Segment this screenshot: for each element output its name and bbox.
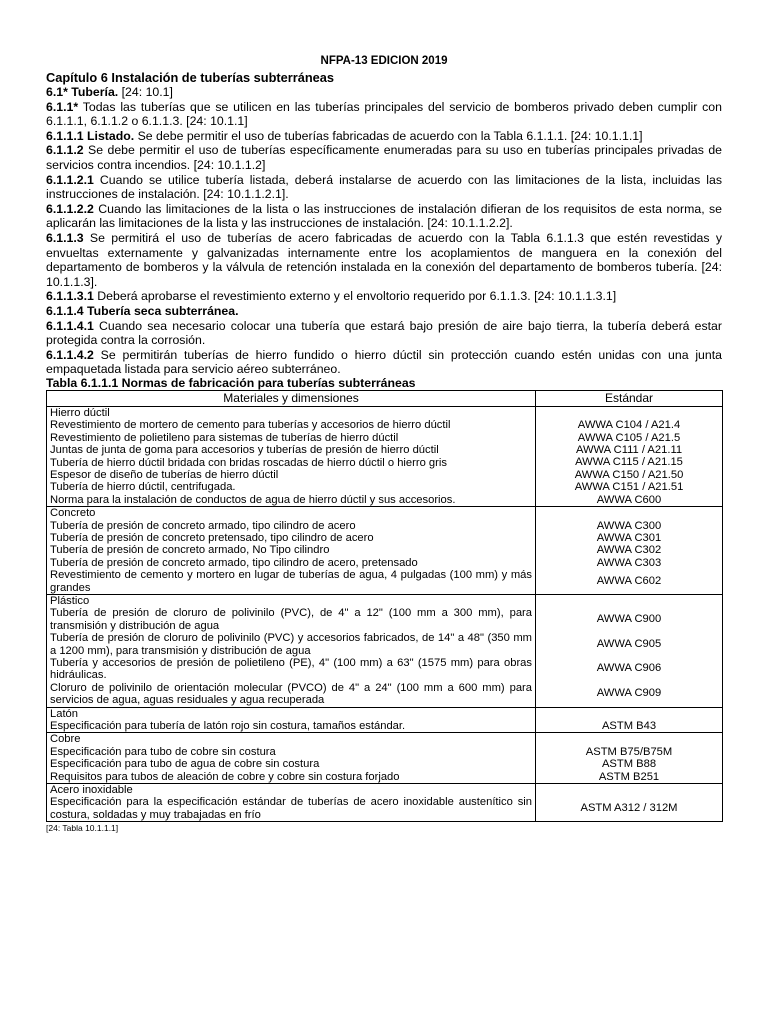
standard-cell (536, 406, 723, 506)
standard-code: AWWA C301 (596, 531, 662, 544)
paragraph-number: 6.1.1.1 Listado. (46, 128, 135, 143)
material-item: Tubería de presión de concreto armado, No Tipo cilindro (50, 544, 330, 557)
paragraph-6-1-1-1 (46, 129, 722, 144)
standard-code: ASTM B88 (601, 758, 657, 771)
paragraph-6-1-1-2-1 (46, 173, 722, 202)
material-group-name: Concreto (50, 507, 96, 520)
paragraph-6-1-1-3 (46, 231, 722, 289)
paragraph-number: 6.1.1.4.1 (46, 318, 94, 333)
paragraph-text: [24: 10.1] (118, 85, 173, 99)
material-item: Especificación para tubo de cobre sin costura (50, 745, 276, 758)
materials-cell (47, 594, 536, 707)
table-header-row (47, 390, 723, 406)
material-item: Tubería de presión de cloruro de polivinilo (PVC) y accesorios fabricados, de 14" a 48" (350 mm a 1200 mm), para transmisión y distribución de agua (50, 632, 532, 657)
material-item: Norma para la instalación de conductos de agua de hierro dúctil y sus accesorios. (50, 493, 456, 506)
table-row (47, 406, 723, 506)
standard-code: AWWA C600 (596, 493, 662, 506)
material-item: Tubería de presión de concreto armado, tipo cilindro de acero (50, 519, 356, 532)
paragraph-text: Cuando las limitaciones de la lista o las instrucciones de instalación difieran de los requisitos de esta norma, se aplicarán las limitaciones de la lista y las instrucciones de instalación. [24: 10.1.1.2.2]. (46, 201, 722, 231)
paragraph-number: 6.1.1.3.1 (46, 289, 94, 304)
standard-code: ASTM A312 / 312M (580, 802, 678, 815)
standard-code: AWWA C900 (596, 613, 662, 626)
standard-code: AWWA C300 (596, 519, 662, 532)
material-item: Espesor de diseño de tuberías de hierro dúctil (50, 468, 279, 481)
standard-code: ASTM B251 (598, 770, 660, 783)
paragraph-6-1-1-3-1 (46, 289, 722, 304)
materials-cell (47, 507, 536, 595)
chapter-title: Capítulo 6 Instalación de tuberías subterráneas (46, 70, 335, 85)
paragraph-number: 6.1.1.3 (46, 230, 84, 245)
paragraph-text: Se debe permitir el uso de tuberías específicamente enumeradas para su uso en tuberías principales privadas de servicios contra incendios. [24: 10.1.1.2] (46, 143, 722, 172)
material-item: Tubería de hierro dúctil, centrifugada. (50, 481, 236, 494)
standard-cell (536, 784, 723, 822)
paragraph-text: Se debe permitir el uso de tuberías fabricadas de acuerdo con la Tabla 6.1.1.1. [24: 10.1.1.1] (134, 128, 643, 143)
table-footnote: [24: Tabla 10.1.1.1] (46, 823, 119, 834)
table-row (47, 594, 723, 707)
standard-code: AWWA C602 (596, 575, 662, 588)
standard-code: AWWA C150 / A21.50 (574, 468, 684, 481)
paragraph-number: 6.1.1.2 (46, 143, 84, 158)
standard-code: AWWA C302 (596, 544, 662, 557)
paragraph-6-1-1 (46, 100, 722, 129)
material-group-name: Plástico (50, 594, 90, 607)
material-item: Revestimiento de mortero de cemento para tuberías y accesorios de hierro dúctil (50, 419, 451, 432)
standard-code: ASTM B75/B75M (585, 745, 673, 758)
standard-code: AWWA C105 / A21.5 (577, 431, 681, 444)
material-item: Tubería de presión de concreto pretensado, tipo cilindro de acero (50, 531, 374, 544)
paragraph-text: Cuando sea necesario colocar una tubería que estará bajo presión de aire bajo tierra, la tubería deberá estar protegida contra la corrosión. (46, 318, 722, 348)
standard-cell (536, 707, 723, 733)
document-page (46, 52, 722, 833)
materials-cell (47, 707, 536, 733)
standards-table (46, 390, 723, 822)
paragraph-6-1-1-4-2 (46, 348, 722, 377)
standard-code: AWWA C115 / A21.15 (575, 456, 683, 469)
section-dry-pipe-title: 6.1.1.4 Tubería seca subterránea. (46, 303, 239, 318)
standard-cell (536, 594, 723, 707)
table-row (47, 507, 723, 595)
table-row (47, 784, 723, 822)
paragraph-6-1-1-4-1 (46, 319, 722, 348)
material-group-name: Acero inoxidable (50, 784, 133, 797)
paragraph-number: 6.1.1.2.1 (46, 172, 94, 187)
material-group-name: Latón (50, 707, 78, 720)
standard-cell (536, 507, 723, 595)
material-item: Especificación para tubo de agua de cobre sin costura (50, 758, 320, 771)
paragraph-text: Se permitirá el uso de tuberías de acero fabricadas de acuerdo con la Tabla 6.1.1.3 que estén revestidas y envueltas externamente y galvanizadas internamente entre los acoplamientos de manguera en la conexión del departamento de bomberos y la válvula de retención instalada en la conexión del departamento de bomberos tubería. [24: 10.1.1.3]. (46, 230, 722, 289)
material-item: Especificación para la especificación estándar de tuberías de acero inoxidable austenítico sin costura, soldadas y muy trabajadas en frío (50, 796, 532, 821)
paragraph-number: 6.1.1.2.2 (46, 201, 94, 216)
table-row (47, 733, 723, 784)
table-row (47, 707, 723, 733)
material-item: Tubería y accesorios de presión de polietileno (PE), 4" (100 mm) a 63" (1575 mm) para obras hidráulicas. (50, 657, 532, 682)
paragraph-number: 6.1.1* (46, 99, 79, 114)
material-item: Revestimiento de cemento y mortero en lugar de tuberías de agua, 4 pulgadas (100 mm) y más grandes (50, 569, 532, 594)
document-title: NFPA-13 EDICION 2019 (320, 55, 448, 67)
material-item: Juntas de junta de goma para accesorios y tuberías de presión de hierro dúctil (50, 444, 439, 457)
material-item: Tubería de presión de cloruro de polivinilo (PVC), de 4" a 12" (100 mm a 300 mm), para transmisión y distribución de agua (50, 607, 532, 632)
standard-cell (536, 733, 723, 784)
materials-cell (47, 406, 536, 506)
material-group-name: Hierro dúctil (50, 406, 110, 419)
column-header-materials: Materiales y dimensiones (47, 390, 536, 406)
material-item: Cloruro de polivinilo de orientación molecular (PVCO) de 4" a 24" (100 mm a 600 mm) para servicios de agua, aguas residuales y agua recuperada (50, 681, 532, 707)
standard-code: AWWA C151 / A21.51 (574, 481, 684, 494)
materials-cell (47, 733, 536, 784)
paragraph-6-1-1-2-2 (46, 202, 722, 231)
standard-code: ASTM B43 (601, 720, 657, 733)
material-group-name: Cobre (50, 733, 81, 746)
materials-cell (47, 784, 536, 822)
material-item: Revestimiento de polietileno para sistemas de tuberías de hierro dúctil (50, 431, 399, 444)
paragraph-text: Se permitirán tuberías de hierro fundido o hierro dúctil sin protección cuando estén unidas con una junta empaquetada listada para servicio aéreo subterráneo. (46, 347, 722, 377)
paragraph-text: Todas las tuberías que se utilicen en las tuberías principales del servicio de bomberos privado deben cumplir con 6.1.1.1, 6.1.1.2 o 6.1.1.3. [24: 10.1.1] (46, 99, 722, 129)
paragraph-text: Deberá aprobarse el revestimiento externo y el envoltorio requerido por 6.1.1.3. [24: 10.1.1.3.1] (93, 289, 617, 304)
standard-code: AWWA C905 (596, 637, 662, 650)
material-item: Especificación para tubería de latón rojo sin costura, tamaños estándar. (50, 720, 406, 733)
paragraph-6-1 (46, 85, 722, 100)
standard-code: AWWA C104 / A21.4 (577, 419, 681, 432)
table-body (47, 406, 723, 821)
column-header-standard: Estándar (536, 390, 723, 406)
standard-code: AWWA C303 (596, 556, 662, 569)
standard-code: AWWA C111 / A21.11 (575, 444, 683, 457)
paragraph-text: Cuando se utilice tubería listada, deberá instalarse de acuerdo con las limitaciones de la lista, incluidas las instrucciones de instalación. [24: 10.1.1.2.1]. (46, 172, 722, 202)
material-item: Tubería de hierro dúctil bridada con bridas roscadas de hierro dúctil o hierro gris (50, 456, 447, 469)
material-item: Requisitos para tubos de aleación de cobre y cobre sin costura forjado (50, 770, 400, 783)
material-item: Tubería de presión de concreto armado, tipo cilindro de acero, pretensado (50, 556, 418, 569)
paragraph-number: 6.1* Tubería. (46, 85, 119, 99)
paragraph-6-1-1-2 (46, 143, 722, 172)
standard-code: AWWA C909 (596, 686, 662, 699)
table-title: Tabla 6.1.1.1 Normas de fabricación para tuberías subterráneas (46, 375, 416, 390)
paragraph-number: 6.1.1.4.2 (46, 347, 94, 362)
standard-code: AWWA C906 (596, 662, 662, 675)
